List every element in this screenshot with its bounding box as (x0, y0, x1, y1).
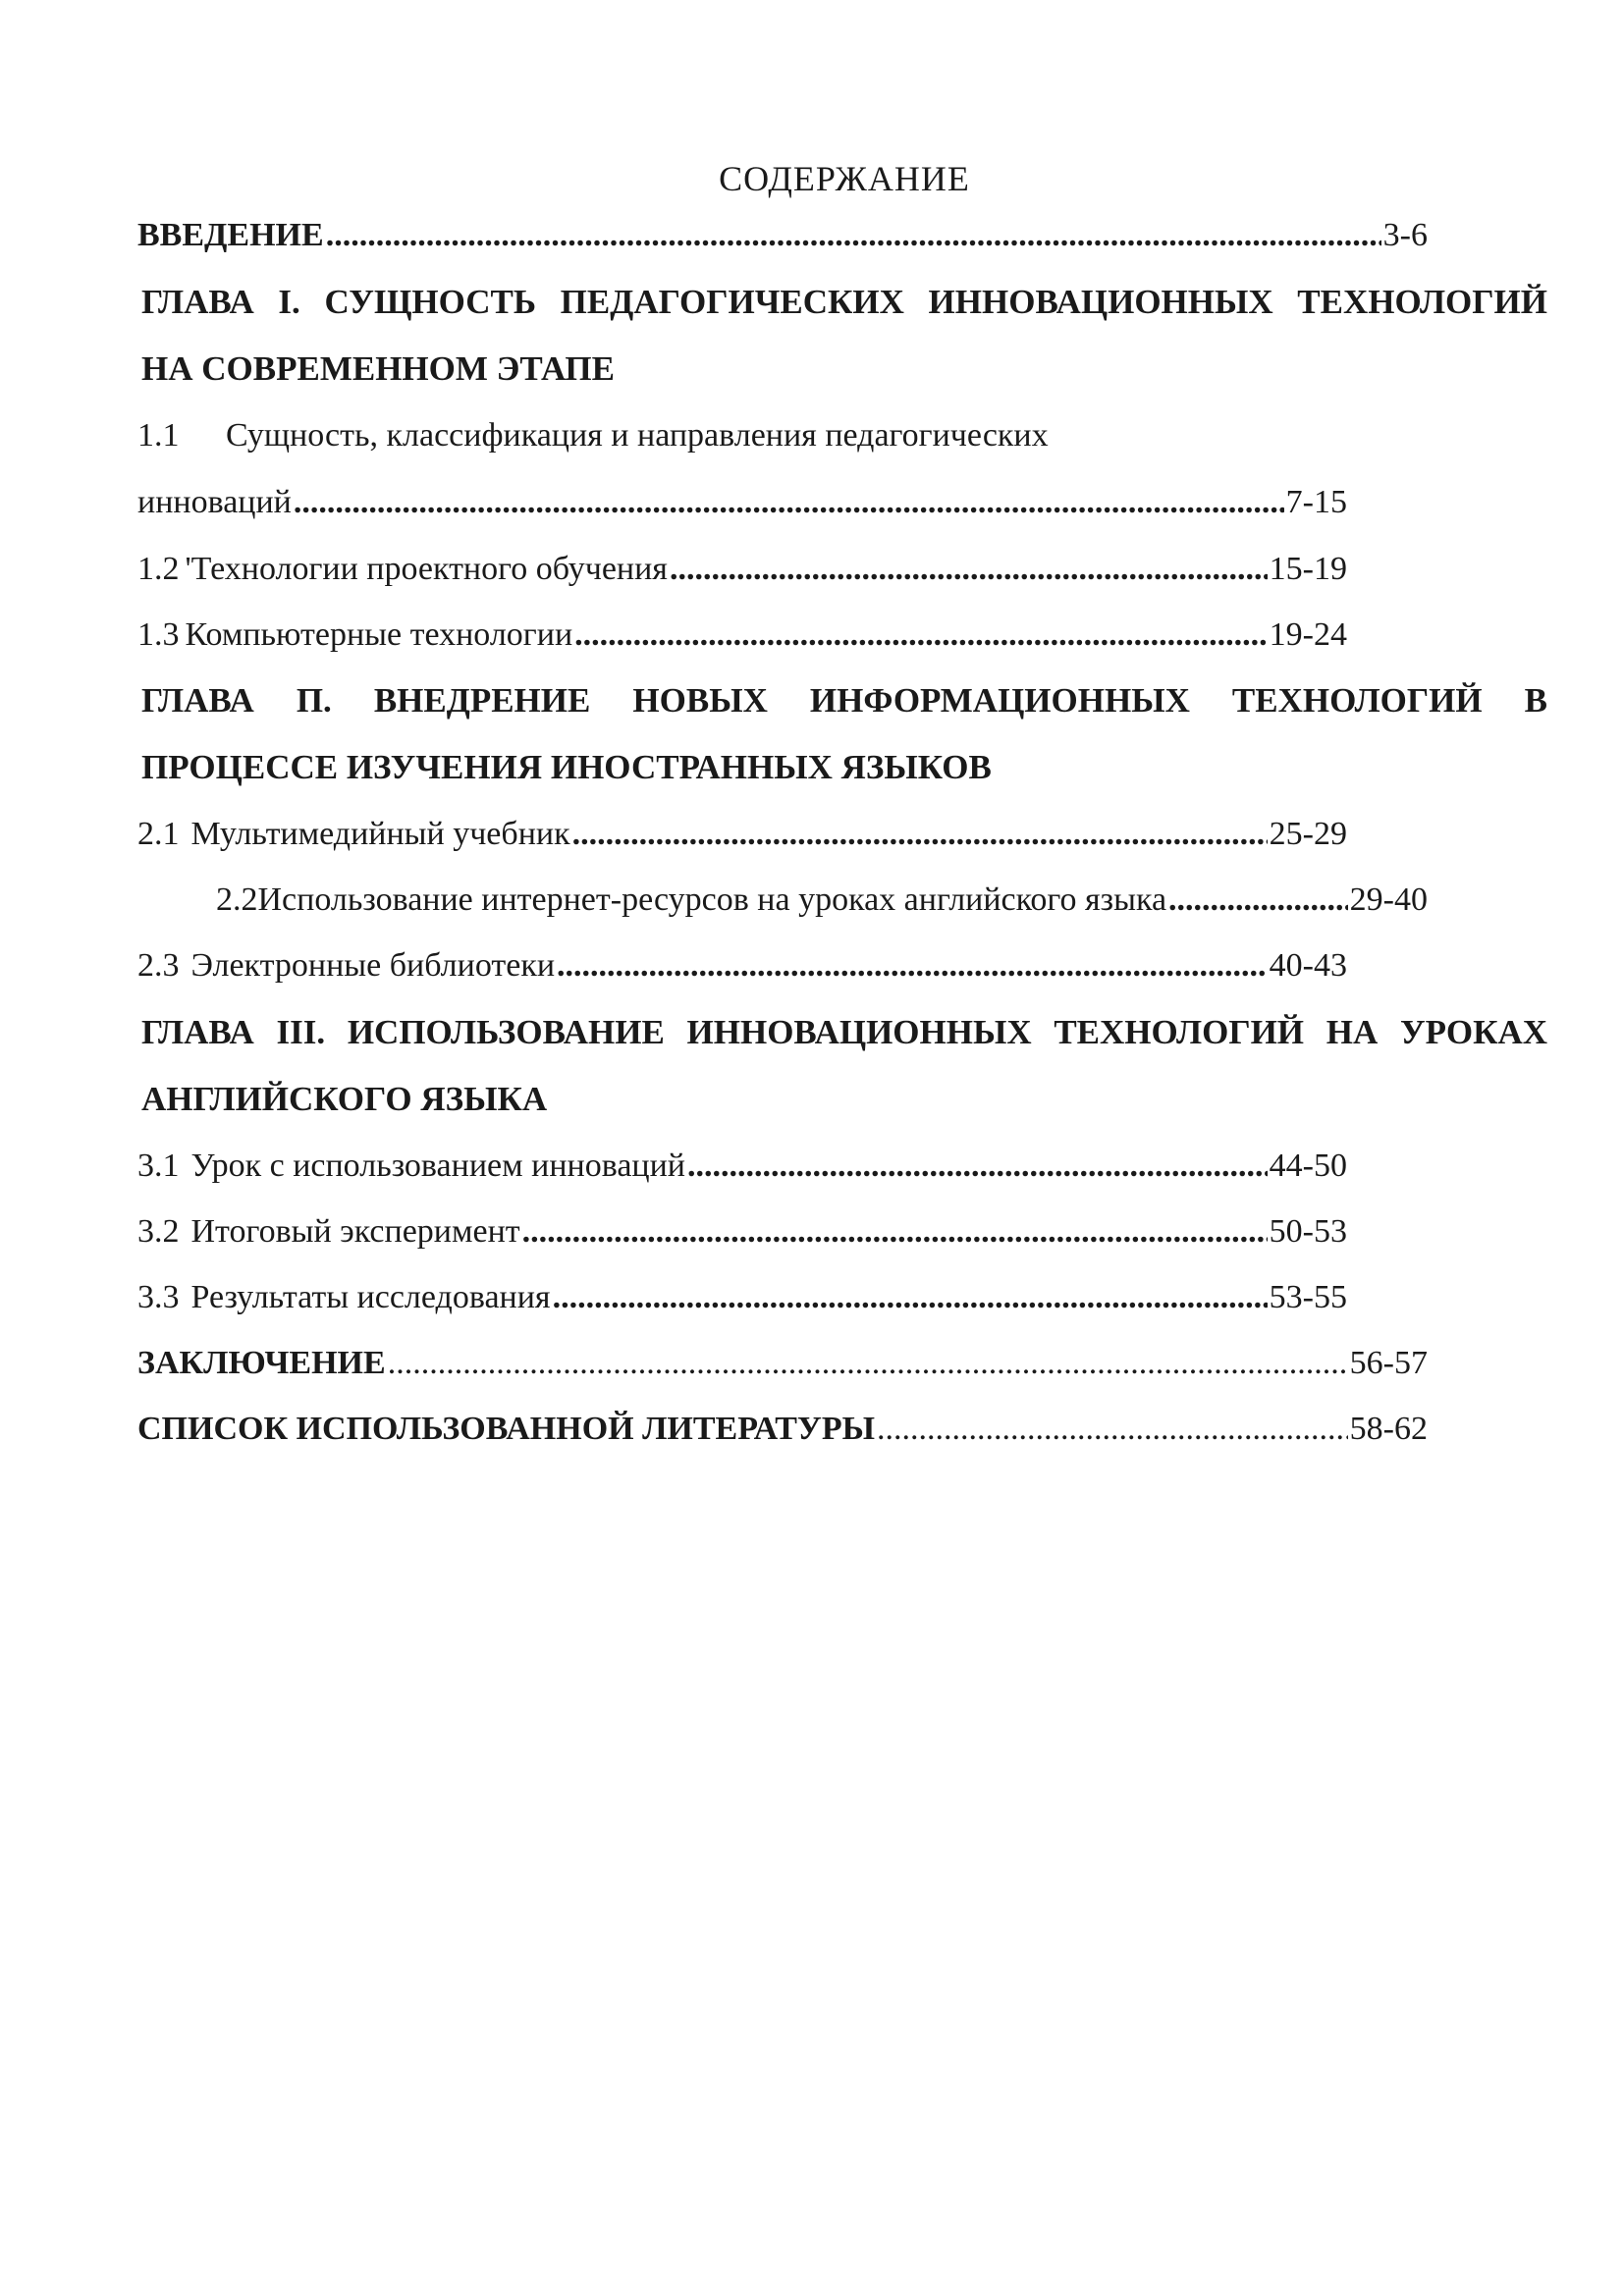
toc-entry-pages: 56-57 (1349, 1345, 1428, 1381)
toc-section-1-2 (137, 548, 1347, 591)
section-number: 1.1 (137, 417, 180, 454)
section-title-continued: инноваций (137, 484, 292, 520)
toc-section-2-1 (137, 813, 1347, 856)
toc-section-2-2 (216, 879, 1428, 922)
section-title: Урок с использованием инноваций (190, 1148, 685, 1184)
dot-leader (294, 481, 1284, 524)
section-number: 2.3 (137, 947, 180, 984)
dot-leader (557, 944, 1268, 988)
toc-entry-pages: 50-53 (1269, 1213, 1347, 1250)
dot-leader (670, 548, 1268, 591)
dot-leader (553, 1276, 1268, 1319)
chapter-2-heading-line1: ГЛАВА П. ВНЕДРЕНИЕ НОВЫХ ИНФОРМАЦИОННЫХ ТЕХНОЛОГИЙ В (141, 681, 1547, 720)
chapter-3-heading-line1: ГЛАВА III. ИСПОЛЬЗОВАНИЕ ИННОВАЦИОННЫХ ТЕХНОЛОГИЙ НА УРОКАХ (141, 1013, 1547, 1051)
toc-section-3-3 (137, 1276, 1347, 1319)
dot-leader (388, 1342, 1348, 1385)
dot-leader (326, 214, 1381, 257)
toc-entry-label: ВВЕДЕНИЕ (137, 217, 324, 253)
dot-leader (574, 614, 1268, 657)
dot-leader (522, 1210, 1268, 1254)
section-title: Результаты исследования (190, 1279, 551, 1315)
toc-entry-conclusion (137, 1342, 1428, 1385)
dot-leader (687, 1145, 1268, 1188)
chapter-1-heading-line1: ГЛАВА I. СУЩНОСТЬ ПЕДАГОГИЧЕСКИХ ИННОВАЦИОННЫХ ТЕХНОЛОГИЙ (141, 283, 1547, 321)
chapter-2-heading-line2: ПРОЦЕССЕ ИЗУЧЕНИЯ ИНОСТРАННЫХ ЯЗЫКОВ (141, 748, 992, 786)
toc-section-1-3 (137, 614, 1347, 657)
section-number: 1.3 (137, 616, 180, 653)
section-number: 3.2 (137, 1213, 180, 1250)
toc-entry-pages: 25-29 (1269, 816, 1347, 852)
toc-section-3-2 (137, 1210, 1347, 1254)
section-number: 2.2 (216, 881, 258, 918)
chapter-3-heading-line2: АНГЛИЙСКОГО ЯЗЫКА (141, 1080, 548, 1118)
toc-section-1-1-line1 (137, 414, 1049, 457)
chapter-1-heading-line2: НА СОВРЕМЕННОМ ЭТАПЕ (141, 349, 615, 388)
toc-entry-pages: 44-50 (1269, 1148, 1347, 1184)
section-number: 2.1 (137, 816, 180, 852)
toc-entry-pages: 19-24 (1269, 616, 1347, 653)
section-title: Компьютерные технологии (185, 616, 573, 653)
section-title: Электронные библиотеки (190, 947, 556, 984)
dot-leader (1168, 879, 1348, 922)
toc-section-2-3 (137, 944, 1347, 988)
section-title: Использование интернет-ресурсов на уроках английского языка (257, 881, 1167, 918)
toc-entry-pages: 3-6 (1382, 217, 1428, 253)
toc-section-1-1-line2 (137, 481, 1347, 524)
page-title: СОДЕРЖАНИЕ (719, 159, 970, 198)
dot-leader (877, 1408, 1348, 1451)
toc-section-3-1 (137, 1145, 1347, 1188)
section-number: 1.2 (137, 551, 180, 587)
toc-entry-pages: 53-55 (1269, 1279, 1347, 1315)
section-number: 3.3 (137, 1279, 180, 1315)
toc-entry-pages: 40-43 (1269, 947, 1347, 984)
toc-entry-label: СПИСОК ИСПОЛЬЗОВАННОЙ ЛИТЕРАТУРЫ (137, 1411, 875, 1447)
section-number: 3.1 (137, 1148, 180, 1184)
toc-entry-pages: 58-62 (1349, 1411, 1428, 1447)
toc-entry-intro (137, 214, 1428, 257)
dot-leader (572, 813, 1268, 856)
section-title: Сущность, классификация и направления педагогических (226, 417, 1049, 454)
toc-entry-pages: 29-40 (1349, 881, 1428, 918)
toc-entry-pages: 15-19 (1269, 551, 1347, 587)
section-title: Мультимедийный учебник (190, 816, 570, 852)
toc-entry-references (137, 1408, 1428, 1451)
toc-entry-label: ЗАКЛЮЧЕНИЕ (137, 1345, 386, 1381)
section-title: 'Технологии проектного обучения (185, 551, 668, 587)
section-title: Итоговый эксперимент (190, 1213, 520, 1250)
toc-entry-pages: 7-15 (1285, 484, 1347, 520)
